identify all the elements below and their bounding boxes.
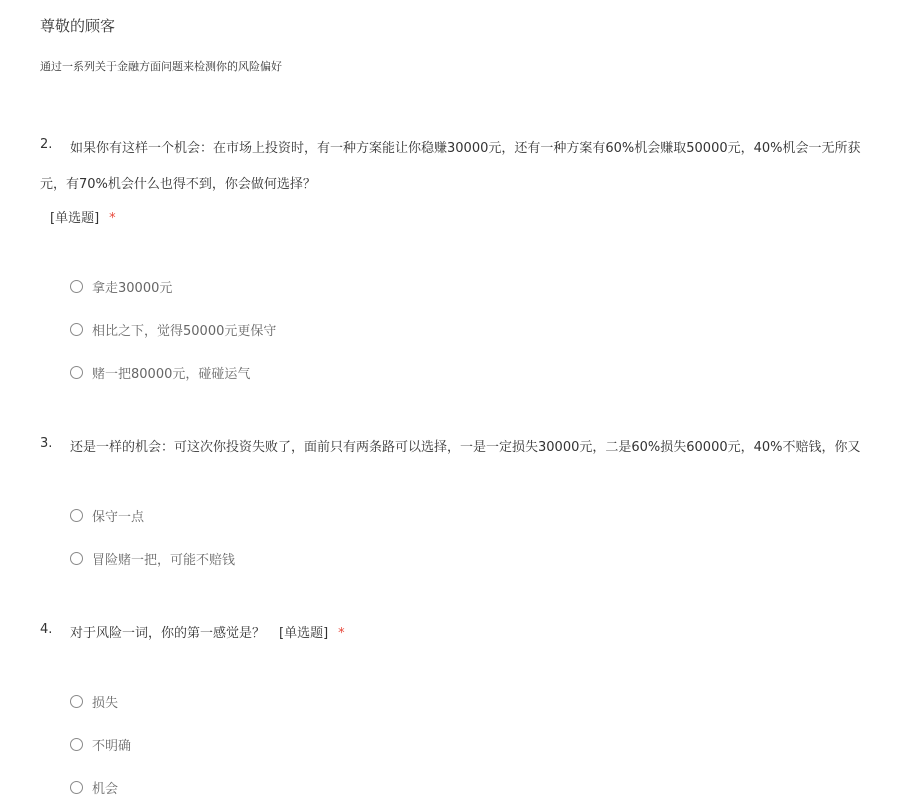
question-type: [50, 207, 116, 226]
option-label: 赌一把80000元，碰碰运气: [92, 367, 251, 382]
option-label: 损失: [92, 696, 119, 711]
option-radio[interactable]: [70, 778, 118, 797]
option-radio[interactable]: [70, 549, 235, 568]
question-type-label: [单选题]: [279, 626, 329, 641]
question-text: 还是一样的机会：可这次你投资失败了，面前只有两条路可以选择，一是一定损失30000元，二是60%损失60000元，40%不赔钱，你又: [70, 440, 861, 455]
question-text: 如果你有这样一个机会：在市场上投资时，有一种方案能让你稳赚30000元，还有一种方案有60%机会赚取50000元，40%机会一无所获: [70, 141, 861, 156]
page-title: 尊敬的顾客: [40, 17, 116, 35]
required-marker: *: [338, 626, 345, 641]
radio-circle-icon[interactable]: [70, 509, 83, 522]
question-text: [70, 622, 345, 641]
option-label: 保守一点: [92, 510, 145, 525]
radio-circle-icon[interactable]: [70, 738, 83, 751]
page-subtitle: 通过一系列关于金融方面问题来检测你的风险偏好: [40, 60, 282, 73]
option-radio[interactable]: [70, 277, 172, 296]
radio-circle-icon[interactable]: [70, 781, 83, 794]
question-text-label: 对于风险一词，你的第一感觉是？: [70, 626, 266, 641]
question-number: 2.: [40, 137, 53, 152]
question-text-continued: 元，有70%机会什么也得不到，你会做何选择？: [40, 177, 316, 192]
option-label: 不明确: [92, 739, 132, 754]
option-radio[interactable]: [70, 735, 131, 754]
radio-circle-icon[interactable]: [70, 280, 83, 293]
option-radio[interactable]: [70, 506, 144, 525]
option-label: 机会: [92, 782, 119, 797]
radio-circle-icon[interactable]: [70, 552, 83, 565]
radio-circle-icon[interactable]: [70, 366, 83, 379]
radio-circle-icon[interactable]: [70, 323, 83, 336]
option-radio[interactable]: [70, 320, 276, 339]
question-number: 3.: [40, 436, 53, 451]
radio-circle-icon[interactable]: [70, 695, 83, 708]
option-radio[interactable]: [70, 363, 250, 382]
option-label: 拿走30000元: [92, 281, 173, 296]
question-type-label: [单选题]: [50, 211, 100, 226]
option-radio[interactable]: [70, 692, 118, 711]
option-label: 冒险赌一把，可能不赔钱: [92, 553, 236, 568]
option-label: 相比之下，觉得50000元更保守: [92, 324, 277, 339]
required-marker: *: [109, 211, 116, 226]
question-number: 4.: [40, 622, 53, 637]
